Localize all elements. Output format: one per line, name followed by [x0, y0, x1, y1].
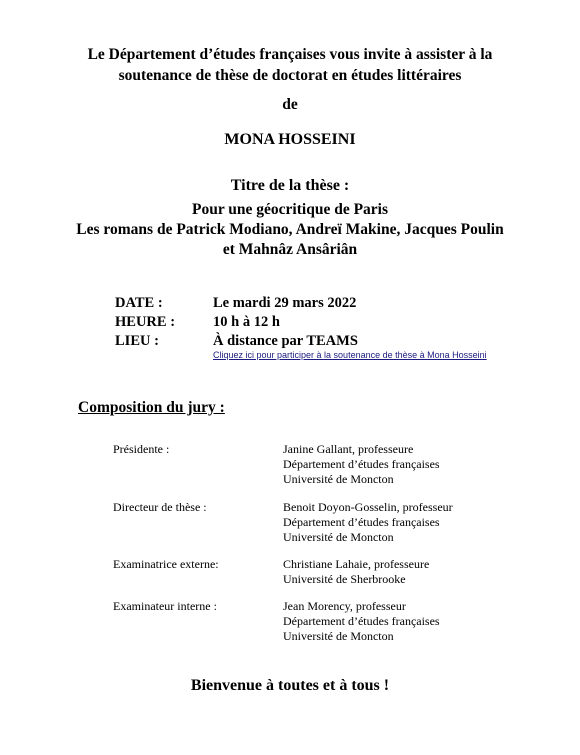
- thesis-title: [10, 200, 570, 260]
- jury-affiliation: Département d’études françaises: [283, 515, 440, 529]
- jury-member-director: [113, 500, 453, 557]
- jury-detail: [283, 599, 440, 644]
- time-label: HEURE :: [115, 314, 176, 330]
- jury-detail: [283, 442, 440, 500]
- jury-university: Université de Moncton: [283, 472, 394, 486]
- jury-name: Jean Morency, professeur: [283, 599, 406, 613]
- jury-name: Christiane Lahaie, professeure: [283, 557, 430, 571]
- jury-list: [113, 442, 453, 644]
- event-info: [115, 295, 358, 352]
- jury-name: Benoit Doyon-Gosselin, professeur: [283, 500, 453, 514]
- thesis-title-line-2: Les romans de Patrick Modiano, Andreï Makine, Jacques Poulin: [76, 221, 504, 238]
- jury-affiliation: Département d’études françaises: [283, 614, 440, 628]
- jury-member-president: [113, 442, 453, 500]
- closing-message: Bienvenue à toutes et à tous !: [190, 677, 390, 694]
- date-value: Le mardi 29 mars 2022: [213, 295, 357, 311]
- jury-name: Janine Gallant, professeure: [283, 442, 414, 456]
- time-value: 10 h à 12 h: [213, 314, 280, 330]
- jury-university: Université de Moncton: [283, 629, 394, 643]
- thesis-label: Titre de la thèse :: [230, 177, 350, 194]
- jury-detail: [283, 500, 453, 557]
- jury-role: Examinatrice externe:: [113, 557, 219, 571]
- jury-member-internal: [113, 599, 453, 644]
- place-label: LIEU :: [115, 333, 159, 349]
- candidate-name: MONA HOSSEINI: [224, 131, 356, 148]
- date-label: DATE :: [115, 295, 163, 311]
- jury-affiliation: Département d’études françaises: [283, 457, 440, 471]
- jury-detail: [283, 557, 429, 599]
- place-value: À distance par TEAMS: [213, 333, 358, 349]
- thesis-title-line-1: Pour une géocritique de Paris: [191, 201, 389, 218]
- de-text: de: [282, 96, 298, 113]
- intro-line-1: Le Département d’études françaises vous invite à assister à la: [87, 46, 493, 63]
- intro-text: [20, 44, 560, 86]
- jury-member-external: [113, 557, 453, 599]
- time-row: [115, 314, 358, 333]
- date-row: [115, 295, 358, 314]
- jury-university: Université de Moncton: [283, 530, 394, 544]
- jury-title: Composition du jury :: [78, 399, 225, 416]
- jury-role: Examinateur interne :: [113, 599, 217, 613]
- intro-line-2: soutenance de thèse de doctorat en études littéraires: [118, 67, 462, 84]
- teams-join-link[interactable]: Cliquez ici pour participer à la soutenance de thèse à Mona Hosseini: [213, 350, 487, 360]
- jury-affiliation: Université de Sherbrooke: [283, 572, 406, 586]
- jury-role: Directeur de thèse :: [113, 500, 207, 514]
- thesis-title-line-3: et Mahnâz Ansâriân: [222, 241, 358, 258]
- jury-role: Présidente :: [113, 442, 170, 456]
